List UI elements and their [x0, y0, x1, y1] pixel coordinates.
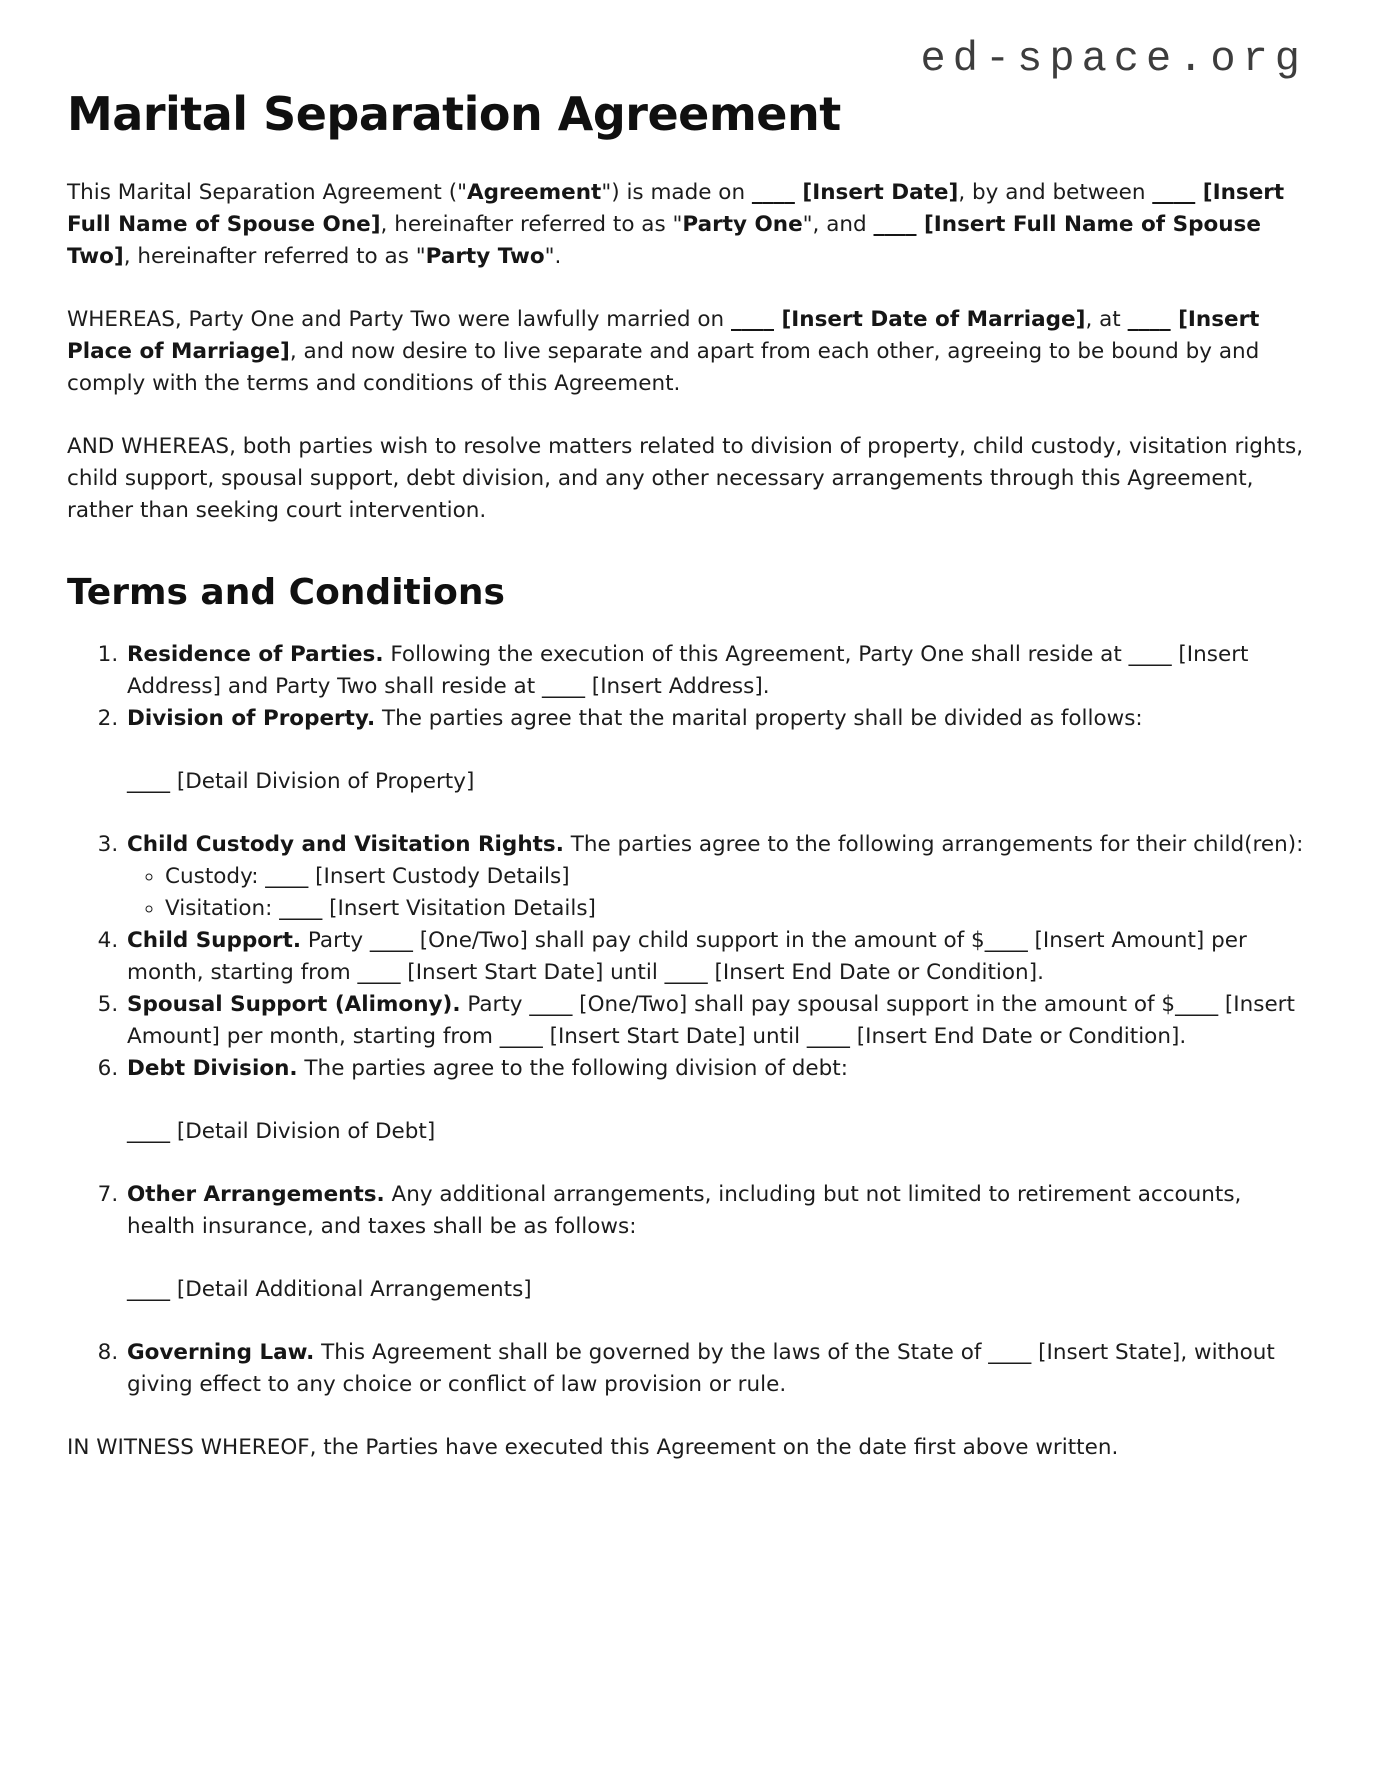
- term-item-text: Child Support. Party ____ [One/Two] shall pay child support in the amount of $____ [Insert Amount] per month, starting from ____ [Insert Start Date] until ____ [Insert End Date or Condition].: [127, 927, 1247, 985]
- term-item-child-custody: [125, 829, 1307, 925]
- term-detail-line: ____ [Detail Division of Property]: [127, 768, 475, 794]
- terms-heading: Terms and Conditions: [67, 572, 505, 614]
- term-item-spousal-support: [125, 989, 1307, 1053]
- intro-paragraph-3: AND WHEREAS, both parties wish to resolve matters related to division of property, child custody, visitation rights, child support, spousal support, debt division, and any other necessary arrangements through this Agreement, rather than seeking court intervention.: [67, 434, 1304, 524]
- term-item-residence: [125, 639, 1307, 703]
- term-item-child-support: [125, 925, 1307, 989]
- intro-paragraph-1: This Marital Separation Agreement ("Agreement") is made on ____ [Insert Date], by and between ____ [Insert Full Name of Spouse One], hereinafter referred to as "Party One", and ____ [Insert Full Name of Spouse Two], hereinafter referred to as "Party Two".: [67, 180, 1285, 270]
- page-title: Marital Separation Agreement: [67, 87, 841, 142]
- term-detail-line: ____ [Detail Additional Arrangements]: [127, 1276, 532, 1302]
- term-item-text: Governing Law. This Agreement shall be governed by the laws of the State of ____ [Insert State], without giving effect to any choice or conflict of law provision or rule.: [127, 1339, 1275, 1397]
- terms-list: [67, 639, 1307, 1401]
- term-item-governing-law: [125, 1337, 1307, 1401]
- closing-paragraph: IN WITNESS WHEREOF, the Parties have executed this Agreement on the date first above written.: [67, 1434, 1119, 1460]
- term-item-text: Residence of Parties. Following the execution of this Agreement, Party One shall reside at ____ [Insert Address] and Party Two shall reside at ____ [Insert Address].: [127, 641, 1249, 699]
- term-item-text: Child Custody and Visitation Rights. The parties agree to the following arrangements for their child(ren):: [127, 831, 1304, 857]
- term-item-debt-division: [125, 1053, 1307, 1148]
- custody-sub-list: [127, 861, 1307, 925]
- term-item-text: Division of Property. The parties agree that the marital property shall be divided as follows:: [127, 705, 1143, 731]
- term-item-division-of-property: [125, 703, 1307, 798]
- sub-item-visitation: ◦ Visitation: ____ [Insert Visitation Details]: [165, 893, 1307, 925]
- term-item-text: Other Arrangements. Any additional arrangements, including but not limited to retirement accounts, health insurance, and taxes shall be as follows:: [127, 1181, 1242, 1239]
- intro-paragraph-2: WHEREAS, Party One and Party Two were lawfully married on ____ [Insert Date of Marriage], at ____ [Insert Place of Marriage], and now desire to live separate and apart from each other, agreeing to be bound by and comply with the terms and conditions of this Agreement.: [67, 307, 1260, 397]
- term-item-other-arrangements: [125, 1179, 1307, 1306]
- site-logo: ed-space.org: [920, 35, 1307, 83]
- term-item-text: Debt Division. The parties agree to the following division of debt:: [127, 1055, 848, 1081]
- sub-item-custody: ◦ Custody: ____ [Insert Custody Details]: [165, 861, 1307, 893]
- term-detail-line: ____ [Detail Division of Debt]: [127, 1118, 436, 1144]
- term-item-text: Spousal Support (Alimony). Party ____ [One/Two] shall pay spousal support in the amount of $____ [Insert Amount] per month, starting from ____ [Insert Start Date] until ____ [Insert End Date or Condition].: [127, 991, 1295, 1049]
